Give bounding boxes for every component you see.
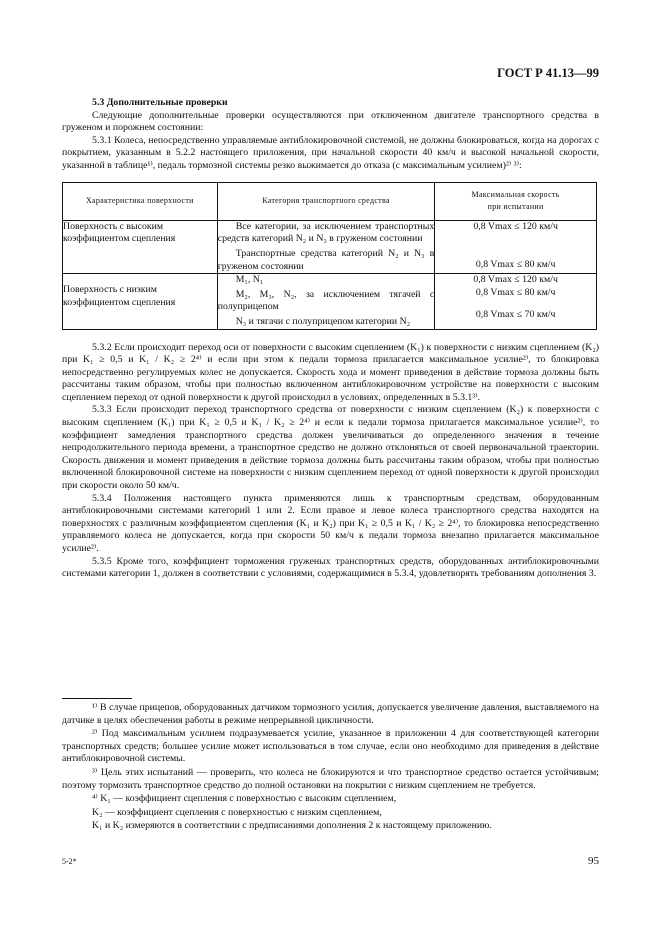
footnote-2: ²⁾ Под максимальным усилием подразумевается усилие, указанное в приложении 4 для соответствующей категории транспортных средств; большее усилие может использоваться в том случае, если оно необходимо для приведения в действие антиблокировочной системы. xyxy=(62,728,599,765)
surface-high: Поверхность с высоким коэффициентом сцепления xyxy=(63,220,218,273)
speed-value: 0,8 Vmax ≤ 70 км/ч xyxy=(475,309,556,321)
speed-value: 0,8 Vmax ≤ 120 км/ч xyxy=(473,220,558,232)
test-conditions-table xyxy=(62,182,597,330)
speed-value: 0,8 Vmax ≤ 80 км/ч xyxy=(475,259,556,271)
surface-low: Поверхность с низким коэффициентом сцепления xyxy=(63,274,218,329)
paragraph-5-3-1: 5.3.1 Колеса, непосредственно управляемые антиблокировочной системой, не должны блокироваться, когда на дорогах с покрытием, указанным в 5.2.2 настоящего приложения, при начальной скорости 40 км/ч и высокой начальной скорости, указанной в таблице¹⁾, педаль тормозной системы резко выжимается до отказа (с максимальным усилием)²⁾ ³⁾: xyxy=(62,134,599,171)
header-speed-line1: Максимальная скорость xyxy=(471,189,560,199)
category-item: Транспортные средства категорий N₂ и N₃ в груженом состоянии xyxy=(217,247,435,272)
document-header: ГОСТ Р 41.13—99 xyxy=(497,66,599,80)
footnote-1: ¹⁾ В случае прицепов, оборудованных датчиком тормозного усилия, допускается увеличение давления, выставляемого на датчике в целях обеспечения работы в режиме непрерывной цикличности. xyxy=(62,702,599,726)
category-item: N₃ и тягачи с полуприцепом категории N₂ xyxy=(235,315,411,327)
intro-paragraph: Следующие дополнительные проверки осуществляются при отключенном двигателе транспортного средства в груженом и порожнем состоянии: xyxy=(62,109,599,134)
page-number: 95 xyxy=(588,855,599,867)
header-speed xyxy=(435,182,597,220)
footnote-4: ⁴⁾ K₁ — коэффициент сцепления с поверхностью с высоким сцеплением, xyxy=(92,793,397,805)
category-cell xyxy=(217,274,435,329)
paragraph-5-3-5: 5.3.5 Кроме того, коэффициент торможения груженых транспортных средств, оборудованных антиблокировочными системами категории 1, должен в соответствии с условиями, содержащимися в 5.3.4, удовлетворять требованиям дополнения 3. xyxy=(62,555,599,580)
footnote-4-measure: K₁ и K₂ измеряются в соответствии с предписаниями дополнения 2 к настоящему приложению. xyxy=(92,820,492,832)
footnote-divider xyxy=(62,698,132,699)
paragraph-5-3-4: 5.3.4 Положения настоящего пункта применяются лишь к транспортным средствам, оборудованным антиблокировочными системами категорий 1 или 2. Если правое и левое колеса транспортного средства находятся на поверхностях с различным коэффициентом сцепления (K₁ и K₂) при K₁ ≥ 0,5 и K₁ / K₂ ≥ 2⁴⁾, то блокировка непосредственно управляемого колеса не допускается, когда при скорости 50 км/ч к педали тормоза внезапно прилагается максимальное усилие²⁾. xyxy=(62,492,599,554)
speed-cell xyxy=(435,274,597,329)
speed-value: 0,8 Vmax ≤ 80 км/ч xyxy=(475,286,556,298)
table-header-row xyxy=(63,182,597,220)
category-item: M₂, M₃, N₂, за исключением тягачей с полуприцепом xyxy=(217,288,435,313)
speed-value: 0,8 Vmax ≤ 120 км/ч xyxy=(473,274,558,286)
header-speed-line2: при испытании xyxy=(487,202,544,212)
footnotes xyxy=(62,698,599,834)
header-category: Категория транспортного средства xyxy=(217,182,435,220)
footnote-4-k2: K₂ — коэффициент сцепления с поверхностью с низким сцеплением, xyxy=(92,806,382,818)
category-item: Все категории, за исключением транспортных средств категорий N₂ и N₃ в груженом состоянии xyxy=(217,220,435,245)
table-row xyxy=(63,220,597,273)
footnote-3: ³⁾ Цель этих испытаний — проверить, что колеса не блокируются и что транспортное средство остается устойчивым; поэтому тормозить транспортное средство до полной остановки на покрытии с низким сцеплением не требуется. xyxy=(62,766,599,791)
paragraph-5-3-2: 5.3.2 Если происходит переход оси от поверхности с высоким сцеплением (K₁) к поверхности с низким сцеплением (K₂) при K₁ ≥ 0,5 и K₁ / K₂ ≥ 2⁴⁾ и если при этом к педали тормоза прилагается максимальное усилие²⁾, то блокировка непосредственно регулируемых колес не допускается. Скорость хода и момент приведения в действие тормоза должны быть рассчитаны таким образом, чтобы при полностью включенном антиблокировочном устройстве на поверхности с высоким сцеплением переход от одной поверхности к другой происходил в условиях, определенных в 5.3.1³⁾. xyxy=(62,341,599,403)
paragraph-5-3-3: 5.3.3 Если происходит переход транспортного средства от поверхности с низким сцеплением (K₂) к поверхности с высоким сцеплением (K₁) при K₁ ≥ 0,5 и K₁ / K₂ ≥ 2⁴⁾ и если к педали тормоза прилагается максимальное усилие²⁾, то коэффициент замедления транспортного средства должен увеличиваться до определенного значения в течение непродолжительного периода времени, а транспортное средство не должно отклоняться от своей первоначальной траектории. Скорость движения и момент приведения в действие тормоза должны быть рассчитаны таким образом, чтобы при полностью включенной блокировочной системе на поверхности с низким сцеплением переход от одной поверхности к другой происходил при скорости около 50 км/ч. xyxy=(62,404,599,492)
table-row xyxy=(63,274,597,329)
print-code: 5-2* xyxy=(62,857,77,866)
main-content xyxy=(62,97,599,581)
header-surface: Характеристика поверхности xyxy=(63,182,218,220)
category-item: M₁, N₁ xyxy=(235,274,264,286)
speed-cell xyxy=(435,220,597,273)
category-cell xyxy=(217,220,435,273)
section-title: 5.3 Дополнительные проверки xyxy=(92,97,228,108)
